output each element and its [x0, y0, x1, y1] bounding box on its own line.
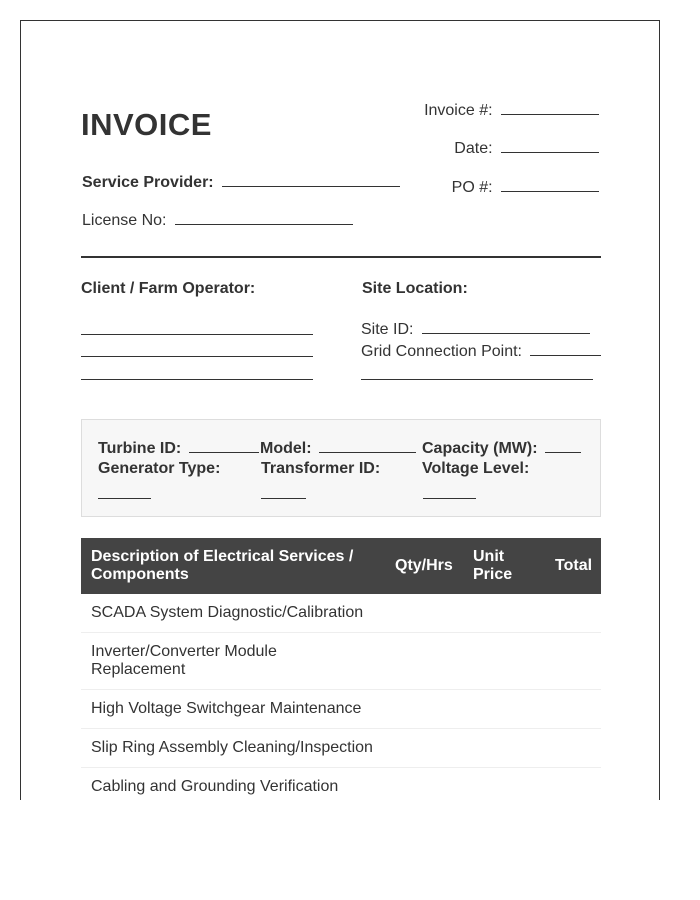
row-description: High Voltage Switchgear Maintenance: [91, 700, 362, 717]
generator-field[interactable]: [98, 498, 151, 499]
capacity-row: [422, 438, 581, 458]
model-field[interactable]: [319, 438, 416, 453]
services-table: [81, 538, 601, 806]
service-provider-row: [82, 172, 400, 192]
license-field[interactable]: [175, 210, 353, 225]
date-row: [454, 138, 599, 158]
invoice-number-label: Invoice #:: [424, 102, 493, 119]
site-id-label: Site ID:: [361, 321, 414, 338]
invoice-number-row: [424, 100, 599, 120]
generator-label: Generator Type:: [98, 460, 221, 477]
model-label: Model:: [260, 440, 312, 457]
table-row: [81, 633, 601, 690]
turbine-info-box: [81, 419, 601, 517]
row-description: Cabling and Grounding Verification: [91, 778, 339, 795]
row-description: Inverter/Converter Module Replacement: [91, 643, 277, 678]
client-line-1[interactable]: [81, 334, 313, 335]
transformer-label: Transformer ID:: [261, 460, 381, 477]
header-qty: Qty/Hrs: [395, 557, 453, 574]
voltage-label: Voltage Level:: [422, 460, 530, 477]
po-field[interactable]: [501, 177, 599, 192]
site-line-extra[interactable]: [361, 379, 593, 380]
site-id-row: [361, 319, 590, 339]
grid-row: [361, 341, 601, 361]
model-row: [260, 438, 416, 458]
client-line-3[interactable]: [81, 379, 313, 380]
row-description: SCADA System Diagnostic/Calibration: [91, 604, 364, 621]
header-unit-price: Unit Price: [473, 548, 513, 583]
table-row: [81, 594, 601, 633]
turbine-id-label: Turbine ID:: [98, 440, 182, 457]
grid-field[interactable]: [530, 341, 601, 356]
client-heading: Client / Farm Operator:: [81, 280, 256, 297]
header-description: Description of Electrical Services / Components: [91, 548, 354, 583]
row-description: Slip Ring Assembly Cleaning/Inspection: [91, 739, 373, 756]
license-row: [82, 210, 353, 230]
invoice-number-field[interactable]: [501, 100, 599, 115]
site-id-field[interactable]: [422, 319, 590, 334]
license-label: License No:: [82, 212, 167, 229]
capacity-label: Capacity (MW):: [422, 440, 538, 457]
transformer-field[interactable]: [261, 498, 306, 499]
table-row: [81, 690, 601, 729]
header-total: Total: [555, 557, 593, 574]
table-header: [81, 538, 601, 594]
po-label: PO #:: [451, 179, 493, 196]
section-divider: [81, 256, 601, 258]
turbine-id-row: [98, 438, 259, 458]
site-heading: Site Location:: [362, 280, 468, 297]
table-row: [81, 768, 601, 806]
voltage-field[interactable]: [423, 498, 476, 499]
table-row: [81, 729, 601, 768]
client-line-2[interactable]: [81, 356, 313, 357]
invoice-sheet: [20, 20, 660, 800]
service-provider-field[interactable]: [222, 172, 400, 187]
grid-label: Grid Connection Point:: [361, 343, 522, 360]
invoice-title: INVOICE: [81, 107, 212, 142]
capacity-field[interactable]: [545, 438, 581, 453]
po-row: [452, 177, 599, 197]
date-field[interactable]: [501, 138, 599, 153]
turbine-id-field[interactable]: [189, 438, 259, 453]
service-provider-label: Service Provider:: [82, 174, 214, 191]
date-label: Date:: [454, 140, 493, 157]
